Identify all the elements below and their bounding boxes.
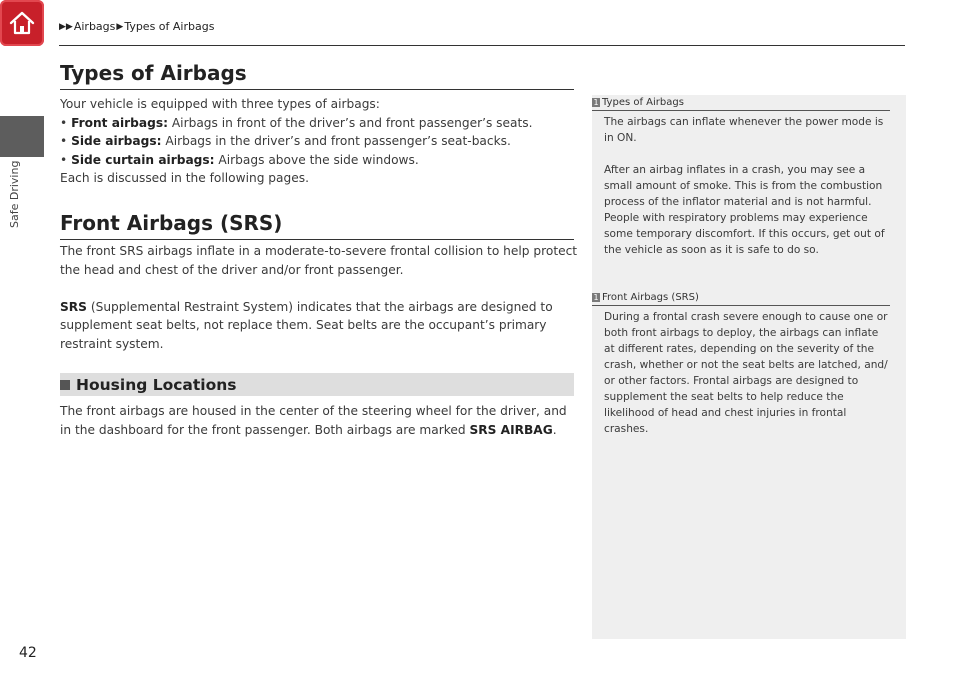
note-number-badge: 1 <box>593 98 599 107</box>
housing-body <box>60 402 580 439</box>
square-bullet-icon <box>60 380 70 390</box>
breadcrumb-arrow-icon: ▶▶ <box>59 21 73 32</box>
breadcrumb-item-types[interactable]: Types of Airbags <box>124 20 215 33</box>
section2-body <box>60 242 580 353</box>
list-item: • Side curtain airbags: Airbags above the side windows. <box>60 152 419 167</box>
note-number-badge: 1 <box>593 293 599 302</box>
paragraph-line: The front SRS airbags inflate in a moderate-to-severe frontal collision to help protect <box>60 244 578 258</box>
note-title: 1 Types of Airbags <box>592 95 890 111</box>
breadcrumb-item-airbags[interactable]: Airbags <box>73 20 116 33</box>
paragraph-line: the head and chest of the driver and/or front passenger. <box>60 262 404 277</box>
list-item: • Front airbags: Airbags in front of the driver’s and front passenger’s seats. <box>60 115 533 130</box>
chapter-tab-marker[interactable] <box>0 116 44 157</box>
note-front-airbags <box>592 290 890 437</box>
closing-text: Each is discussed in the following pages. <box>60 171 309 185</box>
note-body: During a frontal crash severe enough to cause one or both front airbags to deploy, the airbags can inflate at different rates, depending on the severity of the crash, whether or not the seat belts are latched, and/ or other factors. Frontal airbags are designed to supplement the seat belts to help reduce the likelihood of head and chest injuries in frontal crashes. <box>604 311 888 435</box>
note-body: The airbags can inflate whenever the power mode is in ON. After an airbag inflates in a crash, you may see a small amount of smoke. This is from the combustion process of the inflator material and is not harmful. People with respiratory problems may experience some temporary discomfort. If this occurs, get out of the vehicle as soon as it is safe to do so. <box>604 116 885 256</box>
paragraph-line: in the dashboard for the front passenger. Both airbags are marked SRS AIRBAG. <box>60 422 557 437</box>
paragraph-line: SRS (Supplemental Restraint System) indicates that the airbags are designed to <box>60 299 553 314</box>
chapter-label: Safe Driving <box>8 160 21 228</box>
subsection-heading: Housing Locations <box>60 373 574 396</box>
intro-text: Your vehicle is equipped with three types of airbags: <box>60 97 380 111</box>
note-title: 1 Front Airbags (SRS) <box>592 290 890 306</box>
page-number: 42 <box>19 645 37 661</box>
section-title: Front Airbags (SRS) <box>60 211 574 240</box>
home-icon <box>7 8 37 38</box>
breadcrumb-arrow-icon: ▶ <box>116 21 124 32</box>
section1-body <box>60 95 580 188</box>
paragraph-line: restraint system. <box>60 336 164 351</box>
list-item: • Side airbags: Airbags in the driver’s and front passenger’s seat-backs. <box>60 134 511 148</box>
note-types-of-airbags <box>592 95 890 258</box>
paragraph-line: The front airbags are housed in the center of the steering wheel for the driver, and <box>60 404 567 418</box>
notes-sidebar <box>592 95 906 639</box>
paragraph-line: supplement seat belts, not replace them. Seat belts are the occupant’s primary <box>60 318 547 332</box>
page-title: Types of Airbags <box>60 61 574 90</box>
breadcrumb <box>59 20 214 33</box>
home-button[interactable] <box>0 0 44 46</box>
header-rule <box>59 45 905 46</box>
